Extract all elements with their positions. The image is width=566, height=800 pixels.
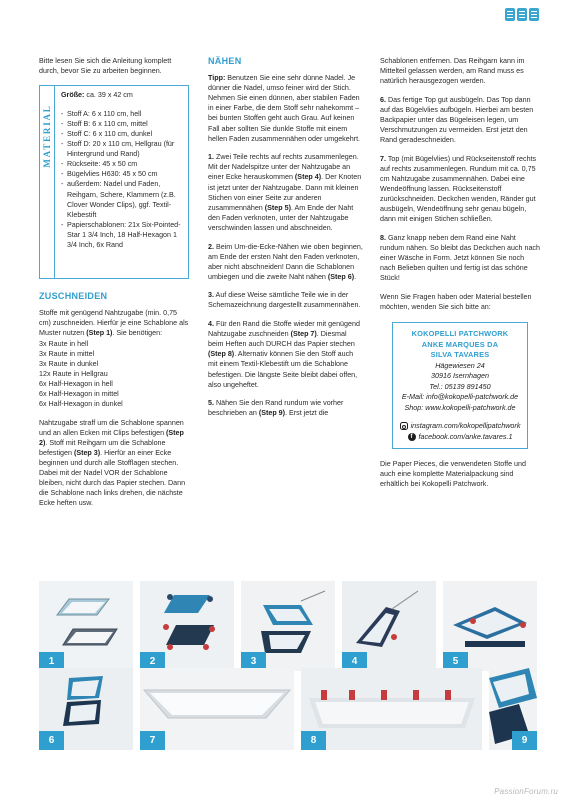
step-ref: (Step 3)	[73, 449, 101, 457]
step-ref: (Step 6)	[327, 272, 355, 281]
photo-number: 4	[342, 652, 367, 671]
tip-text: Benutzen Sie eine sehr dünne Nadel. Je dünner die Nadel, umso feiner wird der Stich.	[208, 74, 356, 93]
column-left	[39, 56, 189, 517]
tip-paragraph-2: Nehmen Sie einen dünnen, aber stabilen Faden in einer Farbe, die dem Stoff sehr nahekommt – bei bunten Stoffen geht auch Grau. Auf keinen Fall aber sollten Sie dunkle Stoffe mit einem hellen Faden zusammennähen oder umgekehrt.	[208, 94, 361, 143]
step-photo-7	[140, 668, 294, 750]
cut-intro-text: . Sie benötigen:	[112, 328, 163, 337]
section-heading-naehen: NÄHEN	[208, 56, 242, 66]
step-paragraph-8	[380, 233, 540, 283]
material-tab-label: MATERIAL	[41, 104, 52, 168]
section-heading-zuschneiden: ZUSCHNEIDEN	[39, 290, 108, 301]
basting-paragraph	[39, 418, 189, 509]
step-ref: (Step 7)	[290, 330, 317, 339]
facebook-link[interactable]	[397, 432, 523, 443]
tip-label: Tipp:	[208, 74, 226, 83]
photo-number: 9	[512, 731, 537, 750]
step-photo-1	[39, 581, 133, 671]
column-right	[380, 56, 540, 498]
cut-intro-text: Stoffe mit genügend Nahtzugabe (min. 0,75 cm) zuschneiden. Hierfür je eine Schablone als Muster nutzen	[39, 308, 189, 337]
material-item: - Rückseite: 45 x 50 cm	[61, 159, 182, 169]
step-paragraph-5	[208, 398, 363, 418]
paragraph-text: Beim Um-die-Ecke-Nähen wie oben beginnen, am Ende der ersten Naht den Faden verknoten, aber nicht abschneiden! Dann die Schablonen umbiegen und die zweite Naht nähen	[208, 242, 363, 281]
step-photo-9	[489, 668, 537, 750]
photo-number: 1	[39, 652, 64, 671]
step-paragraph-3	[208, 290, 363, 310]
spool-icon	[517, 8, 527, 21]
size-label: Größe:	[61, 90, 85, 99]
step-number: 2.	[208, 242, 214, 251]
facebook-text: facebook.com/anke.tavares.1	[418, 431, 513, 441]
paragraph-text: Nahtzugabe straff um die Schablone spannen und an allen Ecken mit Clips befestigen	[39, 418, 184, 437]
material-box	[39, 85, 189, 279]
contact-box	[392, 322, 528, 449]
paragraph-text: . Der Knoten ist jetzt unter der Nahtzugabe. Dann mit kleinen Stichen von einer Seite zur anderen zusammennähen	[208, 173, 362, 212]
paragraph-text: . Hierfür an einer Ecke beginnen und durch alle Stofflagen stechen. Dabei mit der Nadel VOR der Schablone bleiben, nicht durch das Papier stechen. Dann die Schablone nach links drehen, die nächste Ecke heften usw.	[39, 449, 186, 508]
contact-name: KOKOPELLI PATCHWORK	[411, 329, 509, 339]
material-item: - Bügelvlies H630: 45 x 50 cm	[61, 169, 182, 179]
cut-list-item: 12x Raute in Hellgrau	[39, 369, 108, 378]
material-item: - Papierschablonen: 21x Six-Pointed-Star 1 3/4 Inch, 18 Half-Hexagon 1 3/4 Inch, 6x Rand	[61, 220, 182, 250]
photo-number: 6	[39, 731, 64, 750]
step-photo-6	[39, 668, 133, 750]
paragraph-text: Auf diese Weise sämtliche Teile wie in der Schemazeichnung dargestellt zusammennähen.	[208, 291, 361, 310]
cut-list-item: 3x Raute in hell	[39, 339, 89, 348]
instagram-text: instagram.com/kokopellipatchwork	[410, 421, 521, 431]
spool-icon	[529, 8, 539, 21]
contact-phone: Tel.: 05139 891450	[429, 381, 491, 391]
paragraph-text: . Am Ende der Naht den Faden verknoten, unter der Nahtzugabe verschwinden lassen und abschneiden.	[208, 203, 354, 232]
step-paragraph-2	[208, 242, 363, 282]
contact-city: 30916 Isernhagen	[431, 371, 489, 381]
step-photo-8	[301, 668, 482, 750]
step-number: 1.	[208, 153, 214, 162]
paragraph-text: Zwei Teile rechts auf rechts zusammenlegen. Mit der Nadelspitze unter der Nahtzugabe an einer Ecke herauskommen	[208, 153, 359, 182]
paragraph-text: Für den Rand die Stoffe wieder mit genügend Nahtzugabe zuschneiden	[208, 320, 360, 339]
step-number: 4.	[208, 320, 214, 329]
continuation-paragraph: Schablonen entfernen. Das Reihgarn kann im Mittelteil gelassen werden, am Rand muss es natürlich herausgezogen werden.	[380, 57, 525, 86]
cut-list	[39, 339, 189, 410]
step-photo-3	[241, 581, 335, 671]
cut-list-item: 6x Half-Hexagon in hell	[39, 379, 113, 388]
cut-list-item: 3x Raute in dunkel	[39, 359, 99, 368]
contact-email[interactable]: E-Mail: info@kokopelli-patchwork.de	[401, 392, 519, 402]
step-number: 6.	[380, 95, 386, 104]
paragraph-text: Nähen Sie den Rand rundum wie vorher beschrieben an	[208, 399, 344, 418]
step-paragraph-4	[208, 319, 363, 390]
contact-street: Hägewiesen 24	[435, 360, 485, 370]
material-item: - außerdem: Nadel und Faden, Reihgarn, Schere, Klammern (z.B. Clover Wonder Clips), ggf. Textil-Klebestift	[61, 179, 182, 219]
contact-shop-link[interactable]: Shop: www.kokopelli-patchwork.de	[404, 402, 516, 412]
cut-list-item: 3x Raute in mittel	[39, 349, 95, 358]
step-ref: (Step 5)	[264, 203, 291, 212]
header-decoration	[505, 8, 539, 21]
cut-list-item: 6x Half-Hexagon in dunkel	[39, 400, 123, 409]
intro-text: Bitte lesen Sie sich die Anleitung komplett durch, bevor Sie zu arbeiten beginnen.	[39, 57, 172, 76]
questions-paragraph: Wenn Sie Fragen haben oder Material bestellen möchten, wenden Sie sich bitte an:	[380, 292, 532, 311]
paragraph-text: .	[354, 272, 357, 281]
column-middle	[208, 56, 363, 427]
step-photo-5	[443, 581, 537, 671]
material-item: - Stoff B: 6 x 110 cm, mittel	[61, 119, 182, 129]
tip-paragraph	[208, 73, 363, 93]
paragraph-text: . Erst jetzt die	[285, 409, 329, 418]
material-item: - Stoff A: 6 x 110 cm, hell	[61, 109, 182, 119]
paragraph-text: Das fertige Top gut ausbügeln. Das Top dann auf das Bügelvlies aufbügeln. Hierbei am besten Backpapier unter das Bügeleisen legen, um Verschmutzungen zu vermeiden. Erst jetzt den Rand geradeschneiden.	[380, 95, 534, 145]
material-body	[55, 86, 188, 278]
step-ref: (Step 9)	[258, 409, 286, 418]
photo-number: 5	[443, 652, 468, 671]
border-clips-image	[301, 668, 482, 750]
paragraph-text: Top (mit Bügelvlies) und Rückseitenstoff rechts auf rechts zusammenlegen. Rundum mit ca. 0,75 cm Nahtzugabe zusammennähen. Dabei eine Wendeöffnung lassen. Rückseitenstoff zurückschneiden. Deckchen wenden, Ränder gut ausbügeln, Wendeöffnung sehr genau bügeln, dann mit einigen Stichen schließen.	[380, 154, 537, 224]
step-ref: (Step 2)	[39, 428, 184, 447]
step-number: 7.	[380, 154, 386, 163]
paragraph-text: . Diesmal beim Heften auch DURCH das Papier stechen	[208, 330, 355, 349]
step-paragraph-1	[208, 152, 363, 233]
material-list	[61, 109, 182, 250]
material-item: - Stoff C: 6 x 110 cm, dunkel	[61, 129, 182, 139]
step-ref: (Step 4)	[294, 173, 322, 182]
instagram-link[interactable]	[397, 421, 523, 432]
paragraph-text: . Alternativ können Sie den Stoff auch mit einem Textil-Klebestift um die Schablone befestigen. Die längste Seite bleibt dabei offen, also ungeheftet.	[208, 350, 358, 389]
photo-number: 2	[140, 652, 165, 671]
cut-intro	[39, 308, 189, 338]
step-photo-2	[140, 581, 234, 671]
step-number: 5.	[208, 399, 214, 408]
step-ref: (Step 1)	[86, 328, 113, 337]
step-number: 8.	[380, 233, 386, 242]
paragraph-text: Ganz knapp neben dem Rand eine Naht rundum nähen. So bleibt das Deckchen auch nach einer Wäsche in Form. Jetzt können Sie noch nach Belieben quilten und fertig ist das schöne Stück!	[380, 233, 540, 283]
step-number: 3.	[208, 291, 214, 300]
photo-number: 7	[140, 731, 165, 750]
photo-number: 3	[241, 652, 266, 671]
contact-name: SILVA TAVARES	[430, 350, 490, 360]
cut-list-item: 6x Half-Hexagon in mittel	[39, 390, 119, 399]
paragraph-text: . Stoff mit Reihgarn um die Schablone befestigen	[39, 438, 166, 457]
facebook-icon: f	[408, 433, 416, 441]
step-paragraph-7	[380, 154, 540, 225]
watermark: PassionForum.ru	[494, 787, 558, 796]
photo-number: 8	[301, 731, 326, 750]
contact-name: ANKE MARQUES DA	[421, 339, 499, 349]
size-value: ca. 39 x 42 cm	[84, 90, 133, 99]
material-size	[61, 90, 182, 100]
step-photo-4	[342, 581, 436, 671]
material-tab	[40, 86, 55, 278]
material-item: - Stoff D: 20 x 110 cm, Hellgrau (für Hintergrund und Rand)	[61, 139, 182, 159]
instagram-icon	[400, 422, 408, 430]
closing-paragraph: Die Paper Pieces, die verwendeten Stoffe und auch eine komplette Materialpackung sind erhältlich bei Kokopelli Patchwork.	[380, 460, 526, 489]
spool-icon	[505, 8, 515, 21]
step-ref: (Step 8)	[208, 350, 235, 359]
step-paragraph-6	[380, 95, 540, 145]
